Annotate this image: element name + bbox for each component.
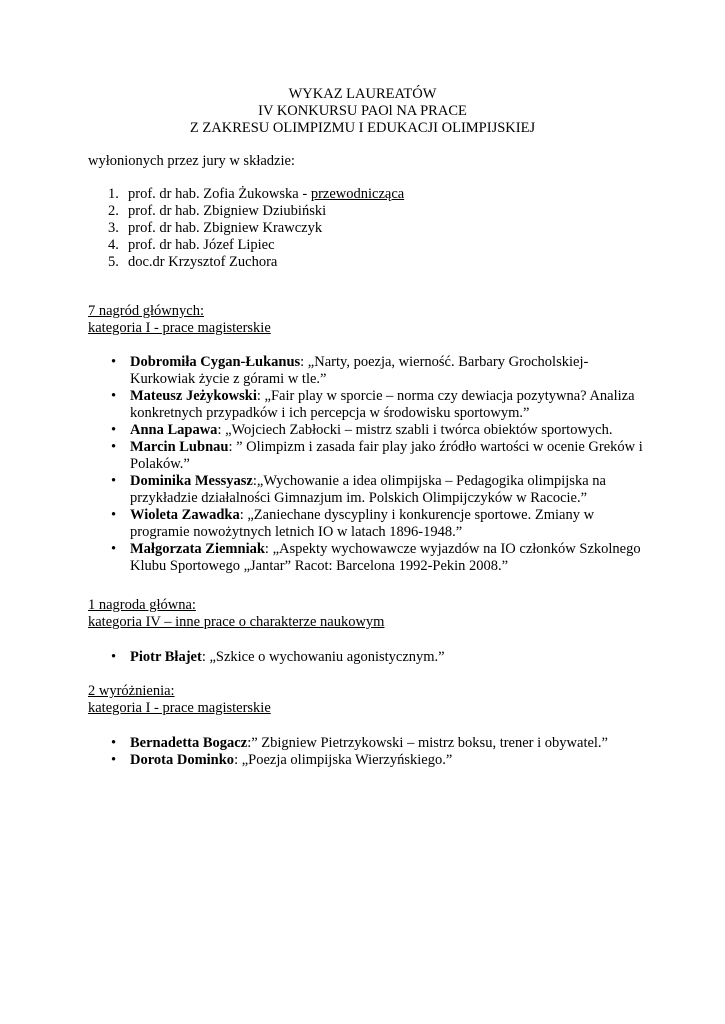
document-title [0, 86, 725, 137]
jury-list [108, 186, 404, 271]
title-line-3: Z ZAKRESU OLIMPIZMU I EDUKACJI OLIMPIJSKIEJ [189, 120, 536, 136]
laureate-name: Mateusz Jeżykowski [130, 388, 257, 404]
section-3-category: kategoria I - prace magisterskie [88, 700, 271, 716]
bullet-icon: • [111, 541, 117, 557]
laureate-work: : „Zaniechane dyscypliny i konkurencje sportowe. Zmiany w programie nowożytnych letnich IO w latach 1896-1948.” [130, 507, 595, 540]
laureate-work: : „Poezja olimpijska Wierzyńskiego.” [234, 752, 453, 768]
section-3-list [108, 735, 648, 769]
laureate-item [108, 507, 648, 541]
laureate-item [108, 752, 648, 769]
jury-number: 5. [108, 254, 119, 270]
laureate-item [108, 649, 648, 666]
bullet-icon: • [111, 735, 117, 751]
jury-item [108, 186, 404, 203]
laureate-work: :„Wychowanie a idea olimpijska – Pedagogika olimpijska na przykładzie działalności Gimnazjum im. Polskich Olimpijczyków w Racocie.” [130, 473, 606, 506]
jury-item [108, 237, 404, 254]
laureate-name: Małgorzata Ziemniak [130, 541, 265, 557]
jury-item [108, 220, 404, 237]
laureate-name: Piotr Błajet [130, 649, 202, 665]
jury-name: prof. dr hab. Zofia Żukowska - [128, 186, 311, 202]
laureate-name: Bernadetta Bogacz [130, 735, 248, 751]
laureate-work: :” Zbigniew Pietrzykowski – mistrz boksu, trener i obywatel.” [247, 735, 608, 751]
section-2-heading: 1 nagroda główna: [88, 597, 196, 613]
laureate-item [108, 473, 648, 507]
title-line-2: IV KONKURSU PAOl NA PRACE [258, 103, 467, 119]
bullet-icon: • [111, 388, 117, 404]
laureate-name: Wioleta Zawadka [130, 507, 240, 523]
laureate-name: Anna Lapawa [130, 422, 218, 438]
laureate-name: Dorota Dominko [130, 752, 235, 768]
jury-item [108, 254, 404, 271]
jury-number: 3. [108, 220, 119, 236]
jury-item [108, 203, 404, 220]
jury-role: przewodnicząca [310, 186, 405, 202]
bullet-icon: • [111, 649, 117, 665]
laureate-work: : ” Olimpizm i zasada fair play jako źródło wartości w ocenie Greków i Polaków.” [130, 439, 643, 472]
laureate-work: : „Wojciech Zabłocki – mistrz szabli i twórca obiektów sportowych. [217, 422, 613, 438]
jury-number: 2. [108, 203, 119, 219]
laureate-work: : „Narty, poezja, wierność. Barbary Grocholskiej-Kurkowiak życie z górami w tle.” [130, 354, 589, 387]
laureate-item [108, 422, 648, 439]
jury-intro: wyłonionych przez jury w składzie: [88, 153, 295, 169]
section-1-list [108, 354, 648, 575]
jury-number: 1. [108, 186, 119, 202]
jury-name: doc.dr Krzysztof Zuchora [128, 254, 278, 270]
laureate-name: Dominika Messyasz [130, 473, 253, 489]
bullet-icon: • [111, 473, 117, 489]
jury-name: prof. dr hab. Józef Lipiec [128, 237, 275, 253]
laureate-work: : „Fair play w sporcie – norma czy dewiacja pozytywna? Analiza konkretnych przypadków i ich percepcja w środowisku sportowym.” [130, 388, 635, 421]
laureate-name: Dobromiła Cygan-Łukanus [130, 354, 301, 370]
jury-name: prof. dr hab. Zbigniew Dziubiński [128, 203, 327, 219]
laureate-name: Marcin Lubnau [130, 439, 229, 455]
bullet-icon: • [111, 354, 117, 370]
jury-number: 4. [108, 237, 119, 253]
jury-name: prof. dr hab. Zbigniew Krawczyk [128, 220, 323, 236]
section-1-heading: 7 nagród głównych: [88, 303, 204, 319]
bullet-icon: • [111, 439, 117, 455]
section-1-category: kategoria I - prace magisterskie [88, 320, 271, 336]
section-2-category: kategoria IV – inne prace o charakterze naukowym [88, 614, 385, 630]
laureate-item [108, 439, 648, 473]
laureate-item [108, 354, 648, 388]
section-3-heading: 2 wyróżnienia: [88, 683, 175, 699]
title-line-1: WYKAZ LAUREATÓW [288, 86, 437, 102]
section-2-list [108, 649, 648, 666]
laureate-work: : „Szkice o wychowaniu agonistycznym.” [201, 649, 445, 665]
bullet-icon: • [111, 507, 117, 523]
bullet-icon: • [111, 752, 117, 768]
laureate-item [108, 388, 648, 422]
laureate-work: : „Aspekty wychowawcze wyjazdów na IO członków Szkolnego Klubu Sportowego „Jantar” Racot: Barcelona 1992-Pekin 2008.” [130, 541, 641, 574]
laureate-item [108, 541, 648, 575]
laureate-item [108, 735, 648, 752]
bullet-icon: • [111, 422, 117, 438]
